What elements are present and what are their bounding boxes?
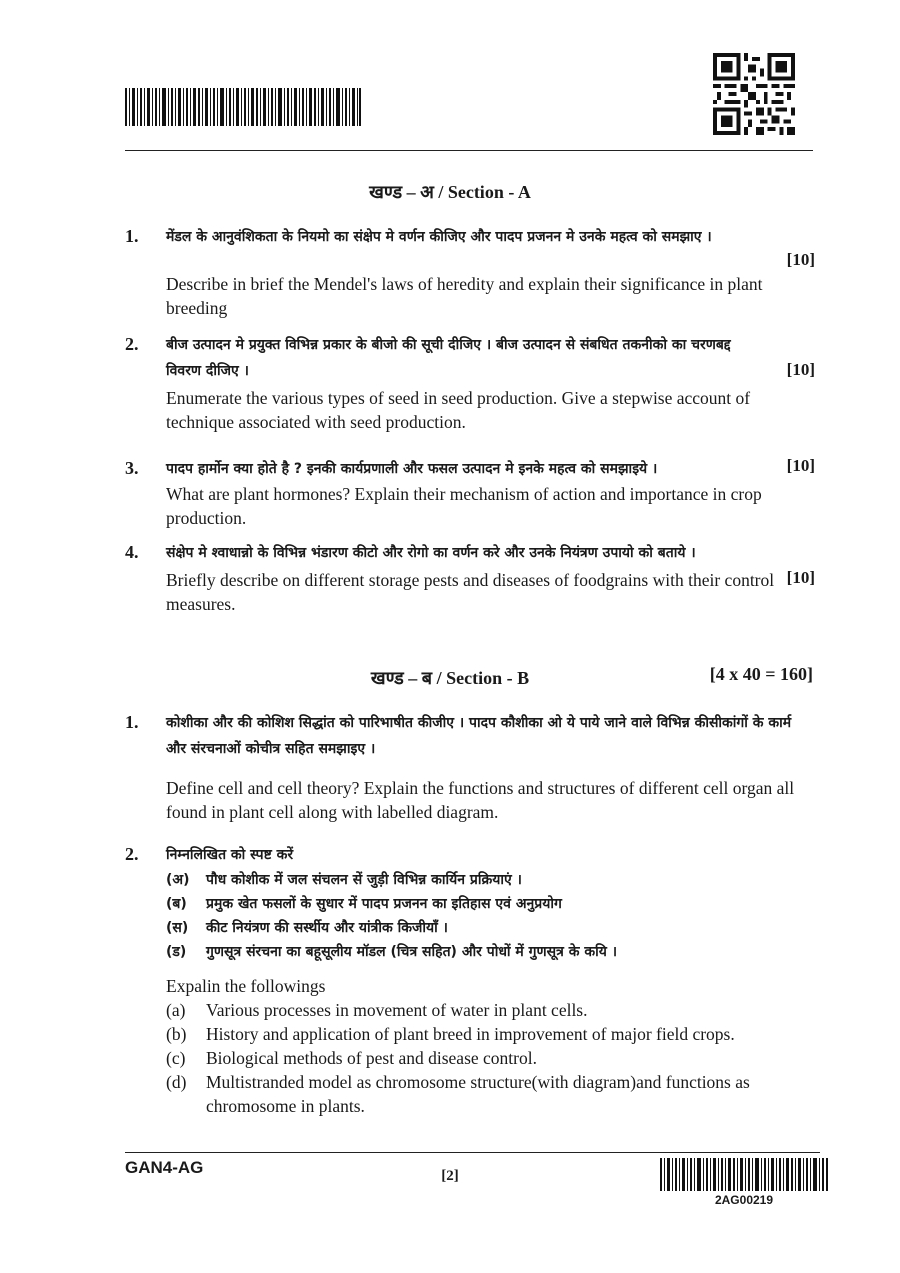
question-a2 [125,332,815,434]
question-number: 2. [125,844,139,864]
subitem-label: (d) [166,1072,187,1092]
paper-code: GAN4-AG [125,1158,204,1177]
subitem-label: (स) [166,920,189,936]
question-number: 2. [125,334,139,354]
top-barcode [125,88,361,126]
question-marks: [10] [786,568,815,587]
question-hindi: कोशीका और की कोशिश सिद्धांत को पारिभाषीत कीजीए । पादप कौशीका ओ ये पाये जाने वाले विभिन्न कीसीकांगों के कार्म और संरचनाओं कोचीत्र सहित समझाइए । [166,715,792,757]
question-hindi: पादप हार्मोन क्या होते है ? इनकी कार्यप्रणाली और फसल उत्पादन मे इनके महत्व को समझाइये । [166,461,658,477]
question-hindi: बीज उत्पादन मे प्रयुक्त विभिन्न प्रकार के बीजो की सूची दीजिए । बीज उत्पादन से संबधित तकनीको का चरणबद्द विवरण दीजिए । [166,337,731,379]
question-english: Briefly describe on different storage pests and diseases of foodgrains with their control measures. [166,570,775,614]
subitem-text: गुणसूत्र संरचना का बहूसूलीय मॉडल (चित्र सहित) और पोधों में गुणसूत्र के कयि । [206,944,618,960]
hindi-subitem [166,940,815,964]
subitem-text: Multistranded model as chromosome structure(with diagram)and functions as chromosome in plants. [206,1072,750,1116]
question-b1 [125,710,815,824]
question-english: Describe in brief the Mendel's laws of heredity and explain their significance in plant breeding [166,274,763,318]
question-english-intro: Expalin the followings [166,976,326,996]
question-marks: [10] [786,250,815,269]
footer-rule [125,1152,820,1153]
question-a3 [125,456,815,530]
question-number: 4. [125,542,139,562]
hindi-subitem [166,868,815,892]
question-number: 3. [125,458,139,478]
subitem-label: (b) [166,1024,187,1044]
subitem-text: History and application of plant breed in improvement of major field crops. [206,1024,735,1044]
question-a1 [125,224,815,320]
section-b-title: खण्ड – ब / Section - B [370,668,530,688]
section-b-marks: [4 x 40 = 160] [709,664,813,684]
hindi-subitem [166,892,815,916]
question-number: 1. [125,712,139,732]
subitem-text: प्रमुक खेत फसलों के सुधार में पादप प्रजनन का इतिहास एवं अनुप्रयोग [206,896,562,912]
question-english: Enumerate the various types of seed in seed production. Give a stepwise account of technique associated with seed production. [166,388,751,432]
subitem-text: कीट नियंत्रण की सर्स्थीय और यांत्रीक किजीयाँ । [206,920,448,936]
question-hindi: मेंडल के आनुवंशिकता के नियमो का संक्षेप मे वर्णन कीजिए और पादप प्रजनन मे उनके महत्व को समझाए । [166,229,712,245]
question-marks: [10] [786,456,815,475]
subitem-label: (c) [166,1048,186,1068]
english-subitem [166,1022,815,1046]
subitem-label: (ब) [166,896,187,912]
question-marks: [10] [786,360,815,379]
question-hindi-intro: निम्नलिखित को स्पष्ट करें [166,847,294,863]
question-b2 [125,842,815,1118]
question-english: Define cell and cell theory? Explain the functions and structures of different cell organ all found in plant cell along with labelled diagram. [166,778,795,822]
bottom-barcode [660,1158,828,1191]
subitem-label: (ड) [166,944,187,960]
subitem-text: Biological methods of pest and disease control. [206,1048,537,1068]
subitem-label: (a) [166,1000,186,1020]
qr-code [713,53,795,135]
section-a-title: खण्ड – अ / Section - A [369,182,531,202]
hindi-subitem [166,916,815,940]
question-english: What are plant hormones? Explain their mechanism of action and importance in crop production. [166,484,762,528]
english-subitem [166,998,815,1022]
question-hindi: संक्षेप मे श्वाधान्नो के विभिन्न भंडारण कीटो और रोगो का वर्णन करे और उनके नियंत्रण उपायो को बताये । [166,545,696,561]
english-subitem [166,1046,815,1070]
page-number: [2] [441,1168,459,1184]
subitem-text: Various processes in movement of water in plant cells. [206,1000,588,1020]
subitem-label: (अ) [166,872,190,888]
question-number: 1. [125,226,139,246]
subitem-text: पौध कोशीक में जल संचलन सें जुड़ी विभिन्न कार्यिन प्रक्रियाएं । [206,872,522,888]
question-a4 [125,540,815,616]
header-rule [125,150,813,151]
english-subitem [166,1070,815,1118]
barcode-number: 2AG00219 [714,1193,774,1207]
